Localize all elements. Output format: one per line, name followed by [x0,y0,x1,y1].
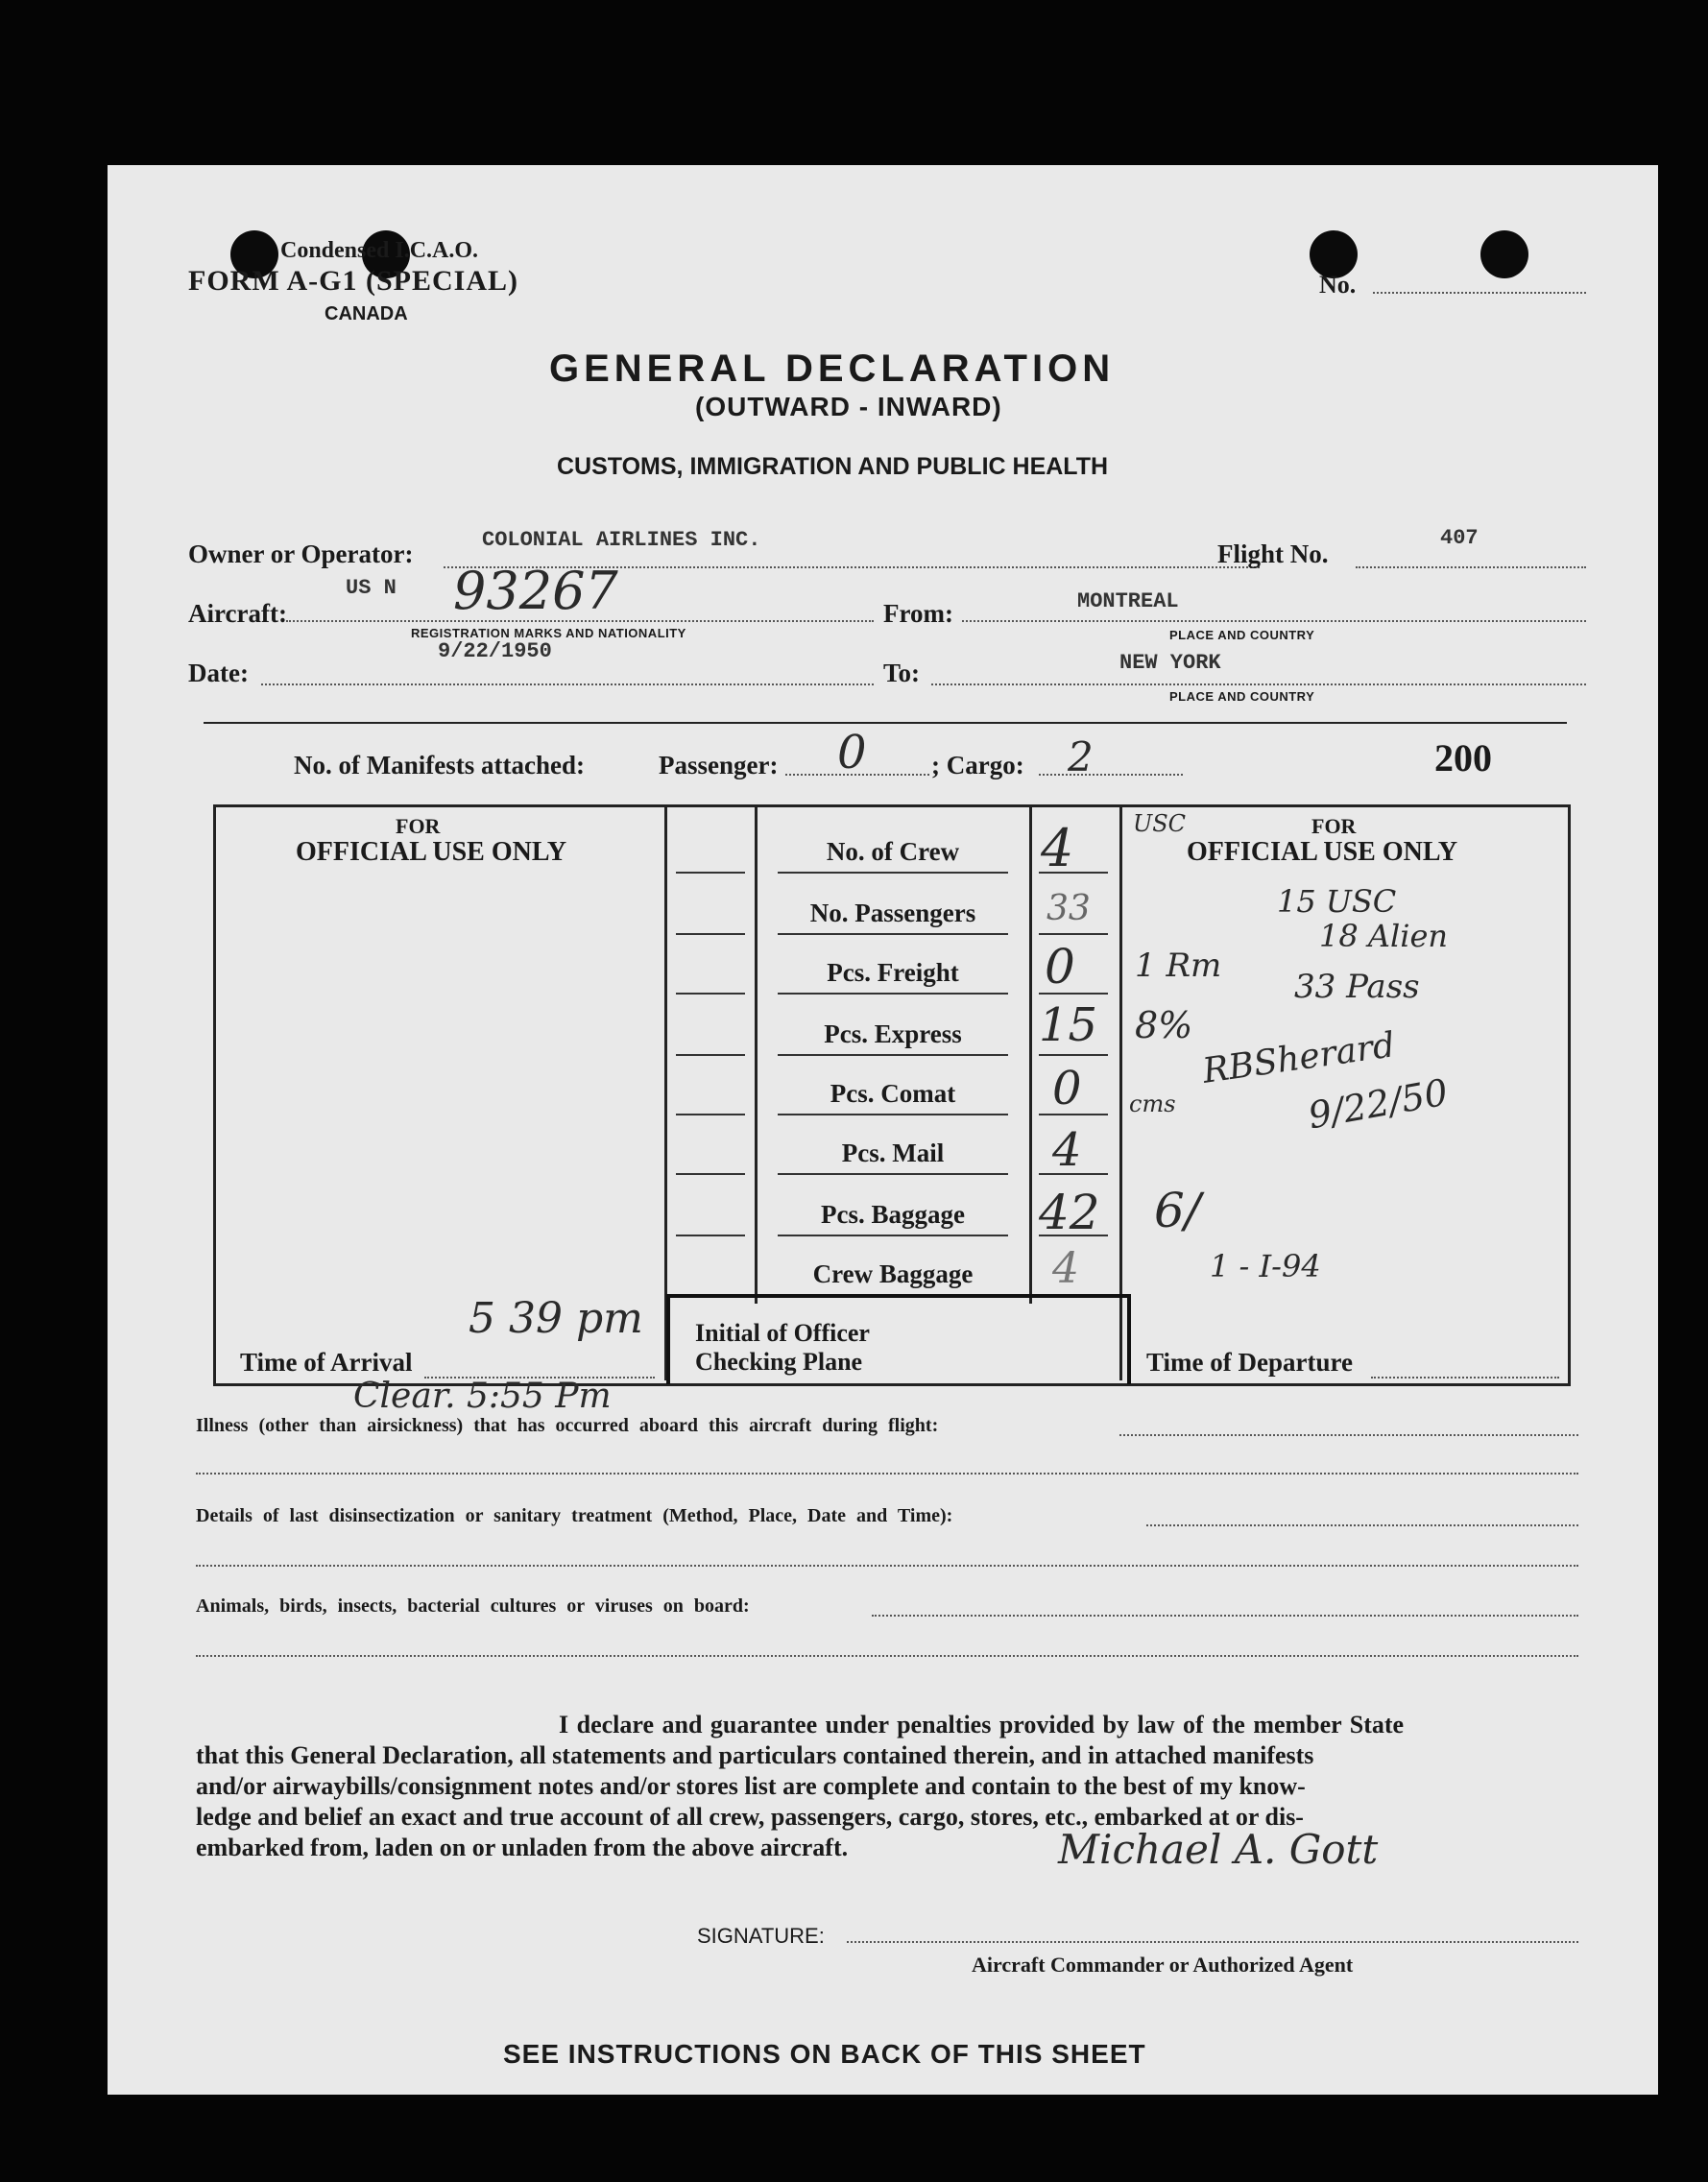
time-arrival-value: 5 39 pm [469,1294,643,1343]
form-condensed: Condensed I.C.A.O. [280,238,479,263]
declaration-line-3: and/or airwaybills/consignment notes and/or stores list are complete and contain to the best of my know- [196,1772,1306,1800]
row-label-crew-baggage: Crew Baggage [812,1259,974,1288]
page-title: GENERAL DECLARATION [549,348,1116,390]
note-cms: cms [1129,1091,1176,1117]
row-label-crew: No. of Crew [826,837,960,866]
signature-name: Michael A. Gott [1058,1826,1379,1873]
table-divider-3 [1029,804,1032,1304]
side-number: 200 [1434,736,1492,779]
declaration-line-1: I declare and guarantee under penalties provided by law of the member State [559,1711,1405,1738]
row-dash-left [676,1235,745,1236]
punch-hole-right-2 [1480,230,1528,278]
illness-question: Illness (other than airsickness) that has occurred aboard this aircraft during flight: [196,1415,939,1436]
registration-caption: REGISTRATION MARKS AND NATIONALITY [411,626,686,640]
disinsect-line-1 [1146,1524,1578,1526]
flight-value: 407 [1440,526,1479,550]
row-line [778,872,1008,874]
manifests-label: No. of Manifests attached: [294,751,585,779]
flight-label: Flight No. [1217,540,1329,568]
value-passengers: 33 [1046,889,1091,928]
date-label: Date: [188,659,249,687]
from-value: MONTREAL [1077,589,1179,613]
passenger-manifest-label: Passenger: [659,751,779,779]
value-express: 15 [1039,998,1098,1052]
row-dash-left [676,872,745,874]
animals-line-2 [196,1655,1578,1657]
no-label: No. [1319,271,1357,299]
row-line [778,1114,1008,1115]
row-line [778,1235,1008,1236]
owner-label: Owner or Operator: [188,540,414,568]
row-dash-right [1039,933,1108,935]
row-dash-left [676,933,745,935]
time-departure-line [1371,1377,1559,1379]
note-freight: 1 Rm [1135,947,1222,985]
flight-line [1356,566,1586,568]
table-divider-2 [755,804,758,1304]
row-label-baggage: Pcs. Baggage [821,1200,965,1229]
passenger-manifest-value: 0 [837,726,867,779]
row-dash-left [676,1173,745,1175]
disinsect-question: Details of last disinsectization or sanitary treatment (Method, Place, Date and Time): [196,1505,953,1526]
row-label-freight: Pcs. Freight [827,958,959,987]
aircraft-registration: 93267 [453,561,618,621]
form-country: CANADA [325,303,408,324]
animals-line-1 [872,1615,1578,1617]
row-line [778,1054,1008,1056]
row-label-comat: Pcs. Comat [830,1079,956,1108]
declaration-line-5: embarked from, laden on or unladen from the above aircraft. [196,1834,849,1861]
row-line [778,993,1008,995]
document-page [108,165,1658,2095]
cleared-note: Clear. 5:55 Pm [353,1377,612,1416]
to-line [931,683,1586,685]
left-for-label: FOR [396,814,441,838]
row-label-passengers: No. Passengers [809,899,976,927]
row-line [778,1173,1008,1175]
note-pass-total: 33 Pass [1294,968,1420,1006]
value-crew-baggage: 4 [1052,1244,1079,1293]
officer-initial-label-1: Initial of Officer [695,1319,870,1347]
animals-question: Animals, birds, insects, bacterial cultures or viruses on board: [196,1595,750,1617]
signature-caption: Aircraft Commander or Authorized Agent [972,1953,1354,1977]
row-line [778,933,1008,935]
stamp-date: 9/22/50 [1305,1070,1452,1138]
signature-label: SIGNATURE: [697,1924,825,1948]
date-value: 9/22/1950 [438,639,552,663]
owner-value: COLONIAL AIRLINES INC. [482,528,761,552]
form-number: FORM A-G1 (SPECIAL) [188,265,518,297]
illness-line-2 [196,1473,1578,1475]
note-usc: 15 USC [1277,883,1397,920]
time-arrival-label: Time of Arrival [240,1348,413,1377]
department: CUSTOMS, IMMIGRATION AND PUBLIC HEALTH [557,453,1109,480]
value-freight: 0 [1045,939,1075,995]
value-mail: 4 [1052,1123,1082,1177]
row-label-mail: Pcs. Mail [841,1139,945,1167]
aircraft-label: Aircraft: [188,599,287,628]
cargo-manifest-line [1039,774,1183,776]
declaration-line-4: ledge and belief an exact and true account of all crew, passengers, cargo, stores, etc., embarked at or dis- [196,1803,1304,1831]
note-alien: 18 Alien [1319,918,1449,954]
row-dash-right [1039,1054,1108,1056]
no-line [1373,292,1586,294]
signature-line [847,1941,1578,1943]
disinsect-line-2 [196,1565,1578,1567]
cargo-manifest-label: ; Cargo: [931,751,1024,779]
note-express: 8% [1135,1004,1193,1046]
note-baggage: 6/ [1154,1183,1201,1238]
from-label: From: [883,599,953,628]
row-dash-left [676,1114,745,1115]
right-for-label: FOR [1311,814,1357,838]
time-departure-label: Time of Departure [1146,1348,1353,1377]
illness-line-1 [1119,1434,1578,1436]
value-comat: 0 [1052,1062,1082,1115]
value-crew: 4 [1041,818,1074,878]
value-baggage: 42 [1039,1185,1100,1240]
note-i94: 1 - I-94 [1210,1248,1321,1284]
right-official-label: OFFICIAL USE ONLY [1187,837,1458,867]
to-value: NEW YORK [1119,651,1221,675]
from-line [962,620,1586,622]
aircraft-prefix: US N [346,576,397,600]
officer-initial-label-2: Checking Plane [695,1348,863,1376]
date-line [261,683,874,685]
from-place-caption: PLACE AND COUNTRY [1169,628,1315,642]
aircraft-line [286,620,874,622]
to-place-caption: PLACE AND COUNTRY [1169,689,1315,704]
row-dash-left [676,1054,745,1056]
footer-instructions: SEE INSTRUCTIONS ON BACK OF THIS SHEET [503,2039,1146,2069]
separator-line [204,722,1567,724]
stamp-name: RBSherard [1200,1025,1398,1091]
note-usc-top: USC [1133,810,1187,837]
row-label-express: Pcs. Express [824,1019,962,1048]
left-official-label: OFFICIAL USE ONLY [296,837,567,867]
cargo-manifest-value: 2 [1068,733,1094,780]
page-subtitle: (OUTWARD - INWARD) [695,392,1002,421]
row-dash-left [676,993,745,995]
to-label: To: [883,659,921,687]
declaration-line-2: that this General Declaration, all statements and particulars contained therein, and in attached manifests [196,1741,1314,1769]
